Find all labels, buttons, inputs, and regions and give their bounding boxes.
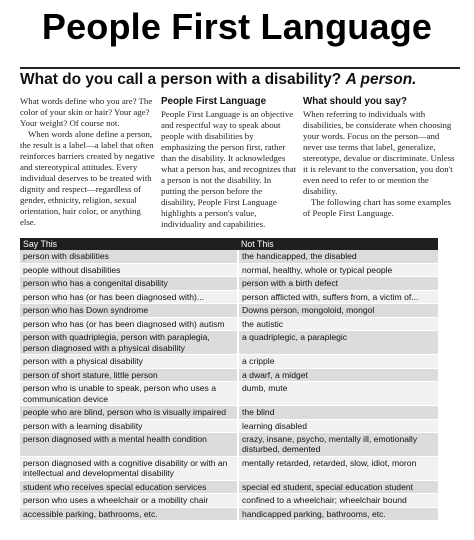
what-to-say-paragraph: When referring to individuals with disabilities, be considerate when choosing your words. Focus on the person—and never use terms that label, generalize, stereotype, devalue or discriminate. Unless it is relevant to the conversation, you don't even need to refer to or mention the disability. [303, 109, 455, 196]
subheading-answer: A person. [345, 71, 417, 88]
say-this-cell: person who is unable to speak, person who uses a communication device [20, 382, 238, 406]
page-title: People First Language [41, 6, 433, 47]
not-this-cell: a quadriplegic, a paraplegic [238, 331, 438, 355]
table-row [20, 331, 438, 355]
say-this-cell: person who has (or has been diagnosed with)... [20, 290, 238, 304]
subheading-question: What do you call a person with a disability? [20, 71, 342, 88]
table-row [20, 406, 438, 420]
say-this-cell: people who are blind, person who is visually impaired [20, 406, 238, 420]
say-this-cell: person of short stature, little person [20, 368, 238, 382]
column-heading-what-to-say: What should you say? [303, 96, 407, 107]
say-this-cell: person with disabilities [20, 250, 238, 263]
column-header-not-this: Not This [238, 238, 438, 250]
not-this-cell: person with a birth defect [238, 277, 438, 291]
column-header-say-this: Say This [20, 238, 238, 250]
table-row [20, 368, 438, 382]
table-row [20, 277, 438, 291]
table-header-row [20, 238, 438, 250]
not-this-cell: crazy, insane, psycho, mentally ill, emotionally disturbed, demented [238, 433, 438, 457]
column-heading-people-first: People First Language [161, 96, 267, 107]
intro-column-1 [20, 96, 156, 228]
table-row [20, 494, 438, 508]
intro-paragraph-2: When words alone define a person, the result is a label—a label that often reinforces barriers created by negative and stereotypical attitudes. Every individual deserves to be treated with dignity and respect—regardless of gender, ethnicity, religion, sexual orientation, hair color, or anything else. [20, 129, 155, 227]
table-row [20, 456, 438, 480]
not-this-cell: the autistic [238, 317, 438, 331]
table-row [20, 382, 438, 406]
say-this-cell: person who has a congenital disability [20, 277, 238, 291]
table-row [20, 419, 438, 433]
not-this-cell: mentally retarded, retarded, slow, idiot, moron [238, 456, 438, 480]
table-row [20, 433, 438, 457]
intro-columns [20, 96, 460, 234]
not-this-cell: Downs person, mongoloid, mongol [238, 304, 438, 318]
not-this-cell: the blind [238, 406, 438, 420]
table-row [20, 290, 438, 304]
table-row [20, 355, 438, 369]
say-this-cell: accessible parking, bathrooms, etc. [20, 507, 238, 521]
say-this-cell: person with quadriplegia, person with paraplegia, person diagnosed with a physical disability [20, 331, 238, 355]
say-this-cell: person who has (or has been diagnosed with) autism [20, 317, 238, 331]
intro-paragraph-1: What words define who you are? The color of your skin or hair? Your age? Your weight? Of course not. [20, 96, 153, 128]
say-this-cell: person diagnosed with a cognitive disability or with an intellectual and developmental disability [20, 456, 238, 480]
not-this-cell: normal, healthy, whole or typical people [238, 263, 438, 277]
not-this-cell: special ed student, special education student [238, 480, 438, 494]
not-this-cell: confined to a wheelchair; wheelchair bound [238, 494, 438, 508]
table-row [20, 480, 438, 494]
say-this-cell: people without disabilities [20, 263, 238, 277]
say-this-cell: person with a physical disability [20, 355, 238, 369]
say-this-cell: person diagnosed with a mental health condition [20, 433, 238, 457]
say-this-cell: person who has Down syndrome [20, 304, 238, 318]
not-this-cell: learning disabled [238, 419, 438, 433]
say-this-cell: person who uses a wheelchair or a mobility chair [20, 494, 238, 508]
not-this-cell: a cripple [238, 355, 438, 369]
chart-intro-paragraph: The following chart has some examples of People First Language. [303, 197, 451, 218]
subheading [20, 67, 460, 89]
say-this-cell: student who receives special education services [20, 480, 238, 494]
people-first-paragraph: People First Language is an objective and respectful way to speak about people with disabilities by emphasizing the person first, rather than the disability. It acknowledges what a person has, and recognizes that a person is not the disability. In putting the person before the disability, People First Language highlights a person's value, individuality and capabilities. [161, 109, 297, 229]
table-row [20, 250, 438, 263]
table-row [20, 263, 438, 277]
not-this-cell: handicapped parking, bathrooms, etc. [238, 507, 438, 521]
table-row [20, 304, 438, 318]
not-this-cell: the handicapped, the disabled [238, 250, 438, 263]
not-this-cell: dumb, mute [238, 382, 438, 406]
intro-column-2 [161, 96, 298, 230]
table-row [20, 507, 438, 521]
language-table [20, 238, 438, 521]
say-this-cell: person with a learning disability [20, 419, 238, 433]
intro-column-3 [303, 96, 458, 219]
table-row [20, 317, 438, 331]
not-this-cell: person afflicted with, suffers from, a victim of... [238, 290, 438, 304]
not-this-cell: a dwarf, a midget [238, 368, 438, 382]
